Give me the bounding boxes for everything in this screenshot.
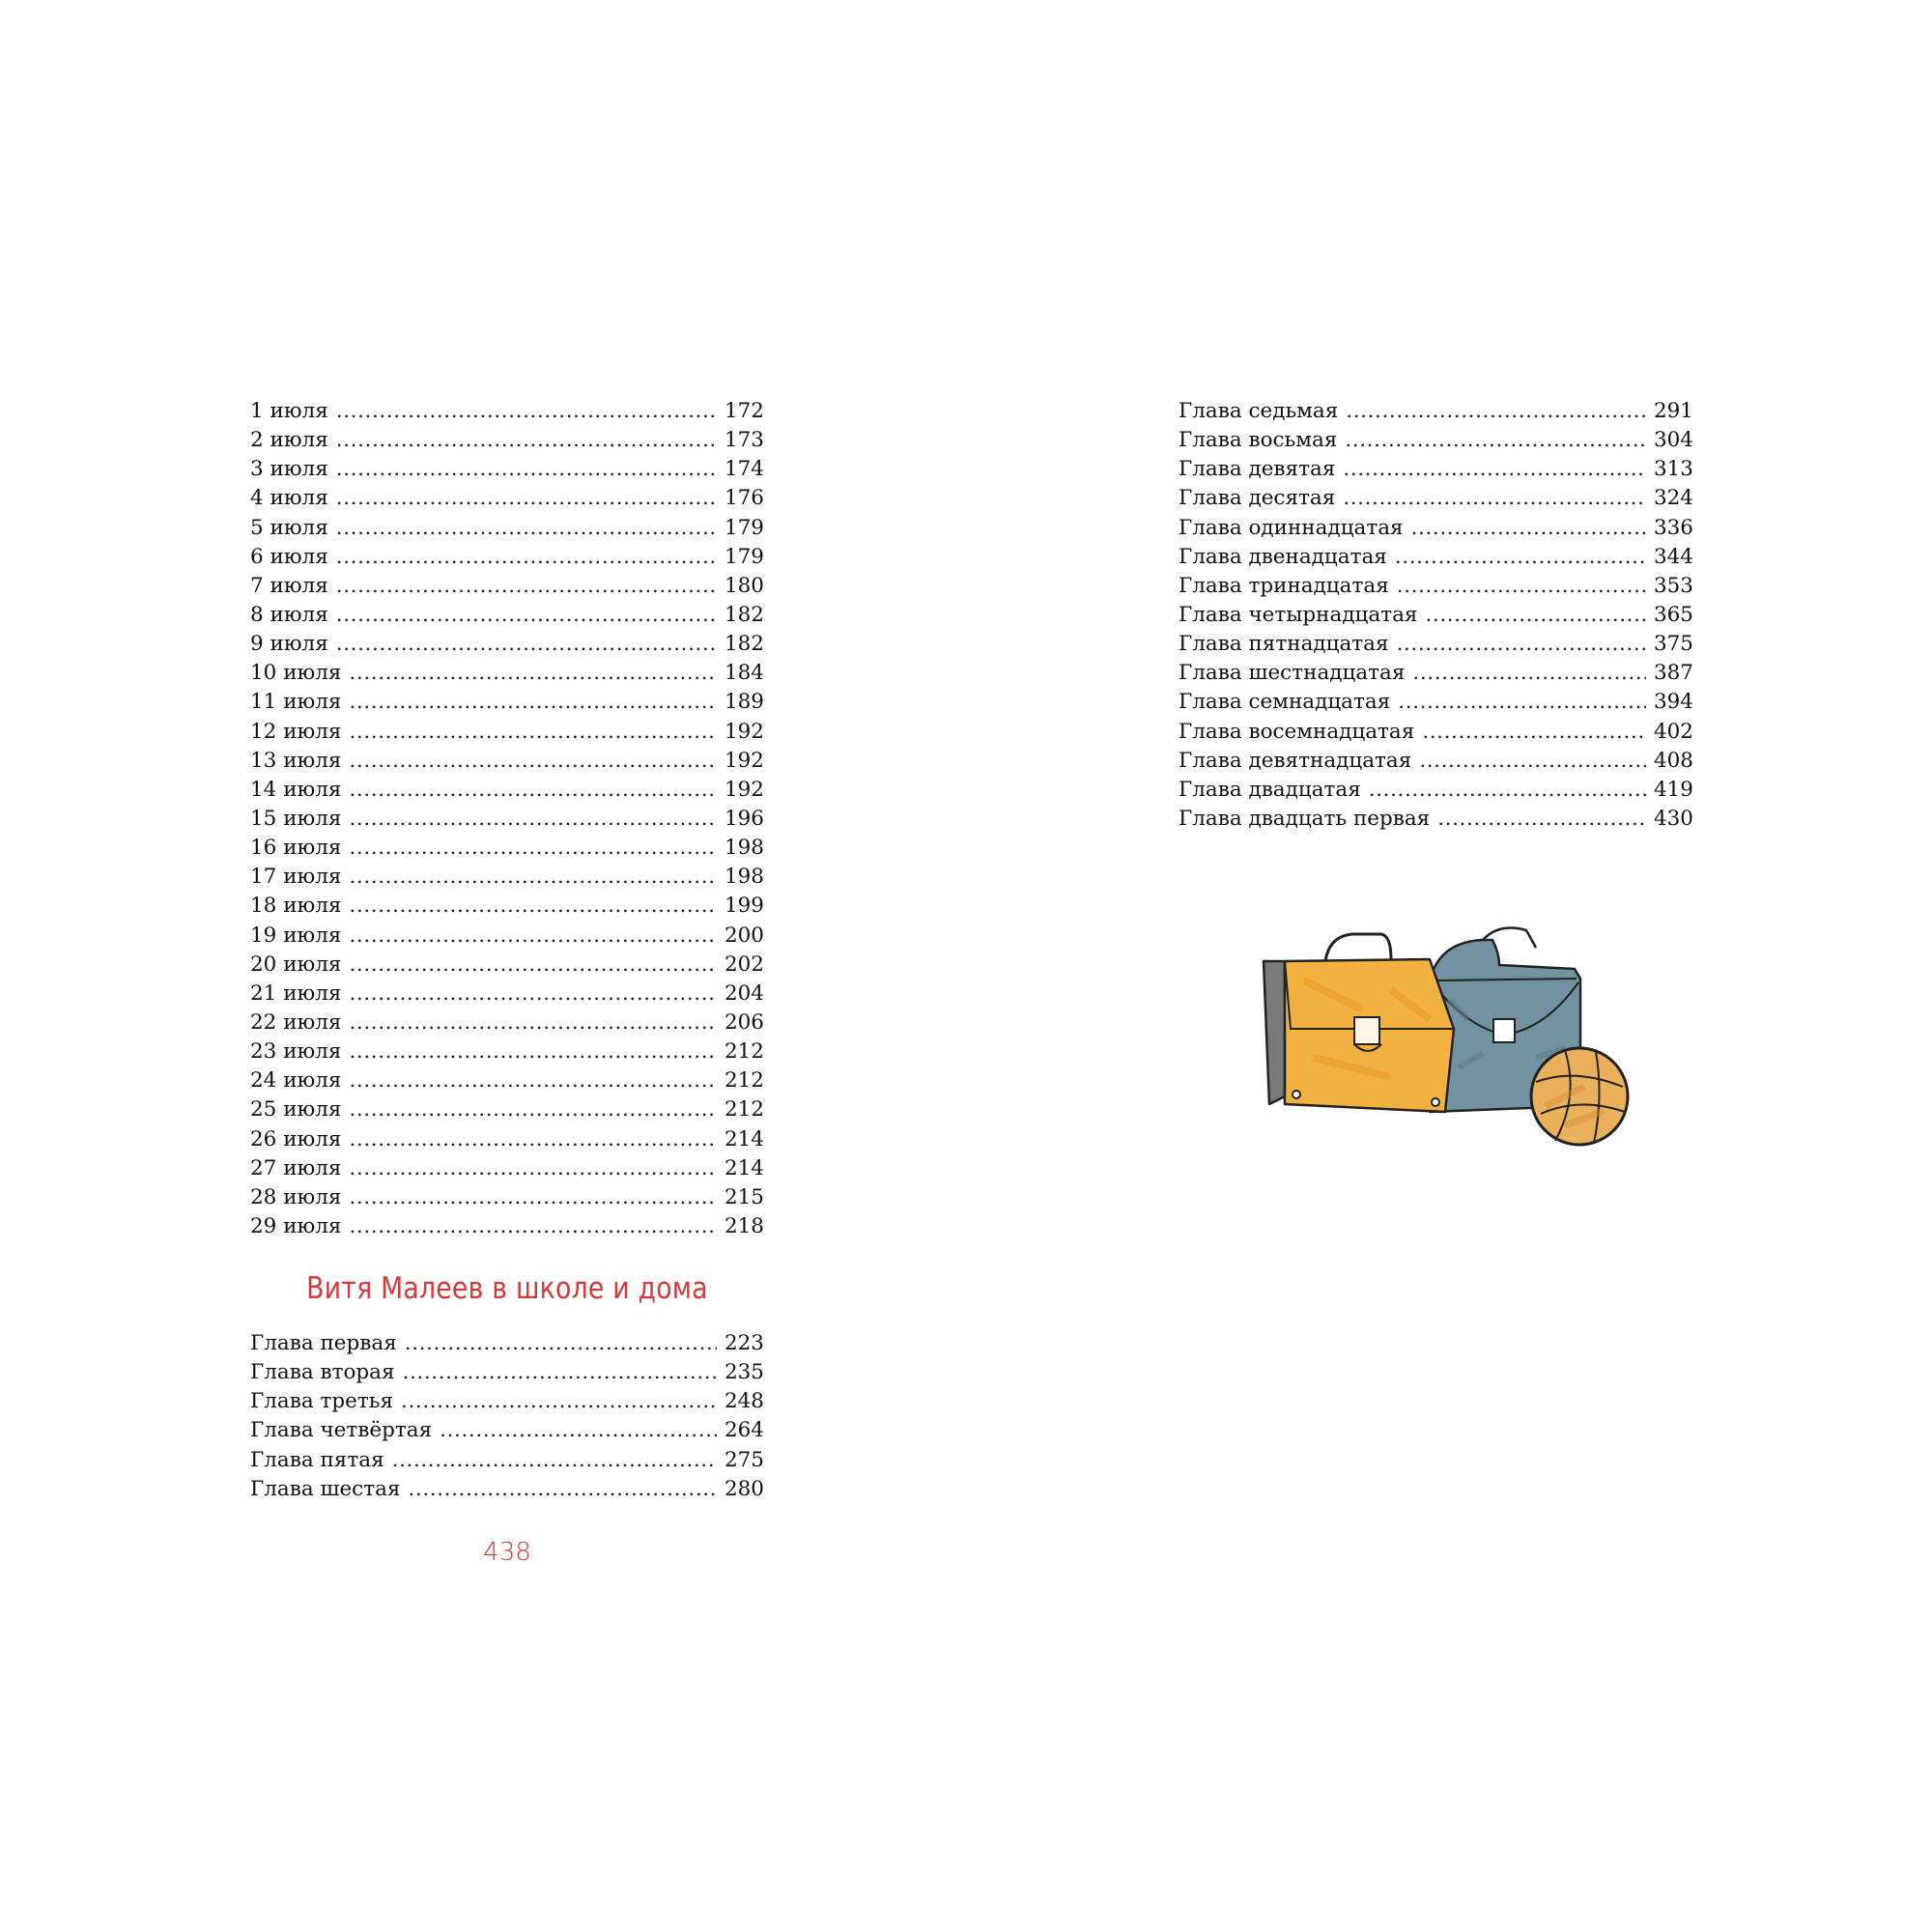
toc-dot-leader [1419, 747, 1646, 776]
toc-entry-page: 179 [724, 544, 764, 569]
toc-row-chapter [250, 1416, 764, 1445]
toc-row-chapter [1179, 572, 1693, 601]
toc-entry-page: 248 [724, 1389, 764, 1414]
toc-entry-page: 180 [724, 573, 764, 598]
toc-entry-title: 3 июля [250, 457, 328, 482]
page-number: 438 [483, 1538, 531, 1567]
toc-entry-page: 304 [1653, 428, 1693, 453]
toc-dot-leader [440, 1416, 717, 1445]
toc-entry-page: 365 [1653, 602, 1693, 627]
toc-entry-title: Глава четырнадцатая [1179, 602, 1418, 627]
toc-dot-leader [1345, 426, 1646, 455]
toc-list-chapters-part-2 [1179, 397, 1693, 834]
toc-entry-title: Глава восемнадцатая [1179, 719, 1415, 744]
toc-entry-title: Глава пятая [250, 1447, 384, 1472]
toc-row-date [250, 426, 764, 455]
toc-entry-title: 11 июля [250, 690, 342, 715]
toc-dot-leader [349, 951, 716, 980]
toc-entry-page: 176 [724, 486, 764, 511]
toc-row-date [250, 863, 764, 892]
toc-row-chapter [1179, 718, 1693, 747]
toc-row-chapter [1179, 776, 1693, 805]
toc-entry-title: Глава вторая [250, 1360, 395, 1385]
toc-entry-page: 192 [724, 719, 764, 744]
toc-entry-page: 172 [724, 399, 764, 423]
toc-row-date [250, 1154, 764, 1183]
toc-entry-page: 212 [724, 1039, 764, 1065]
ball-icon [1531, 1048, 1628, 1145]
toc-dot-leader [336, 426, 717, 455]
toc-entry-title: 13 июля [250, 748, 342, 773]
toc-row-date [250, 1125, 764, 1154]
toc-row-chapter [1179, 630, 1693, 659]
toc-entry-page: 206 [724, 1009, 764, 1035]
toc-dot-leader [349, 980, 716, 1009]
toc-dot-leader [336, 601, 717, 630]
toc-entry-page: 264 [724, 1418, 764, 1443]
toc-dot-leader [1425, 601, 1645, 630]
toc-entry-title: Глава шестнадцатая [1179, 661, 1406, 686]
toc-dot-leader [349, 1009, 716, 1037]
toc-entry-page: 202 [724, 952, 764, 977]
toc-list-diary-dates [250, 397, 764, 1241]
toc-row-date [250, 484, 764, 513]
toc-entry-title: 14 июля [250, 777, 342, 802]
toc-row-chapter [1179, 426, 1693, 455]
toc-entry-page: 353 [1653, 573, 1693, 598]
toc-dot-leader [392, 1446, 717, 1475]
toc-row-date [250, 805, 764, 834]
toc-row-date [250, 572, 764, 601]
toc-entry-title: 15 июля [250, 806, 342, 831]
toc-row-date [250, 834, 764, 863]
toc-row-chapter [1179, 659, 1693, 688]
toc-entry-title: 9 июля [250, 632, 328, 657]
toc-row-date [250, 1183, 764, 1212]
toc-row-chapter [250, 1329, 764, 1358]
toc-dot-leader [349, 718, 716, 747]
toc-entry-title: 6 июля [250, 544, 328, 569]
toc-row-date [250, 980, 764, 1009]
toc-entry-title: Глава двадцатая [1179, 777, 1361, 802]
toc-entry-title: 22 июля [250, 1009, 342, 1035]
toc-entry-title: Глава пятнадцатая [1179, 632, 1389, 657]
toc-dot-leader [349, 834, 716, 863]
toc-entry-page: 198 [724, 865, 764, 890]
toc-dot-leader [1411, 514, 1646, 543]
toc-entry-title: 5 июля [250, 515, 328, 540]
toc-entry-page: 189 [724, 690, 764, 715]
toc-dot-leader [1395, 543, 1646, 572]
toc-dot-leader [1422, 718, 1646, 747]
toc-row-chapter [1179, 514, 1693, 543]
toc-row-chapter [250, 1387, 764, 1416]
toc-row-date [250, 514, 764, 543]
toc-dot-leader [1343, 455, 1646, 484]
toc-dot-leader [336, 484, 717, 513]
toc-entry-title: 8 июля [250, 602, 328, 627]
toc-dot-leader [403, 1358, 717, 1387]
toc-dot-leader [336, 455, 717, 484]
toc-row-date [250, 688, 764, 717]
toc-list-chapters-part-1 [250, 1329, 764, 1504]
toc-entry-page: 430 [1653, 806, 1693, 831]
toc-entry-page: 204 [724, 980, 764, 1006]
toc-entry-title: 12 июля [250, 719, 342, 744]
toc-row-date [250, 659, 764, 688]
toc-entry-page: 275 [724, 1447, 764, 1472]
toc-entry-title: Глава седьмая [1179, 399, 1339, 423]
toc-row-chapter [1179, 601, 1693, 630]
toc-entry-page: 218 [724, 1213, 764, 1238]
toc-row-date [250, 951, 764, 980]
toc-entry-title: Глава первая [250, 1331, 397, 1355]
toc-entry-page: 184 [724, 661, 764, 686]
toc-row-chapter [1179, 397, 1693, 426]
toc-entry-title: Глава третья [250, 1389, 394, 1414]
toc-entry-title: 18 июля [250, 894, 342, 919]
toc-entry-page: 192 [724, 777, 764, 802]
toc-row-date [250, 718, 764, 747]
toc-entry-page: 182 [724, 632, 764, 657]
toc-entry-page: 215 [724, 1184, 764, 1209]
toc-entry-title: 1 июля [250, 399, 328, 423]
toc-row-date [250, 1066, 764, 1095]
toc-entry-title: 29 июля [250, 1213, 342, 1238]
toc-entry-title: 2 июля [250, 428, 328, 453]
toc-row-chapter [1179, 484, 1693, 513]
toc-dot-leader [349, 776, 716, 805]
toc-dot-leader [349, 805, 716, 834]
toc-dot-leader [336, 543, 717, 572]
toc-entry-title: Глава девятая [1179, 457, 1336, 482]
toc-entry-title: 26 июля [250, 1126, 342, 1151]
toc-row-date [250, 630, 764, 659]
toc-entry-title: Глава четвёртая [250, 1418, 433, 1443]
toc-row-chapter [1179, 455, 1693, 484]
toc-entry-title: Глава семнадцатая [1179, 690, 1391, 715]
toc-row-chapter [1179, 543, 1693, 572]
toc-row-date [250, 397, 764, 426]
toc-entry-title: 10 июля [250, 661, 342, 686]
toc-row-date [250, 776, 764, 805]
toc-dot-leader [349, 922, 716, 951]
toc-dot-leader [1397, 630, 1646, 659]
toc-dot-leader [336, 514, 717, 543]
toc-dot-leader [349, 1066, 716, 1095]
toc-entry-title: 27 июля [250, 1155, 342, 1180]
toc-entry-page: 199 [724, 894, 764, 919]
toc-entry-page: 173 [724, 428, 764, 453]
orange-briefcase [1264, 934, 1454, 1112]
toc-entry-title: Глава девятнадцатая [1179, 748, 1412, 773]
toc-dot-leader [1397, 572, 1646, 601]
toc-row-date [250, 747, 764, 776]
toc-entry-page: 214 [724, 1126, 764, 1151]
toc-dot-leader [405, 1329, 717, 1358]
toc-entry-page: 408 [1653, 748, 1693, 773]
toc-entry-title: 20 июля [250, 952, 342, 977]
toc-row-date [250, 922, 764, 951]
toc-row-date [250, 543, 764, 572]
toc-row-date [250, 455, 764, 484]
toc-row-date [250, 1095, 764, 1124]
toc-entry-page: 313 [1653, 457, 1693, 482]
toc-row-chapter [1179, 747, 1693, 776]
toc-entry-page: 402 [1653, 719, 1693, 744]
toc-dot-leader [349, 688, 716, 717]
toc-dot-leader [349, 1212, 716, 1241]
toc-entry-title: Глава восьмая [1179, 428, 1338, 453]
toc-entry-page: 196 [724, 806, 764, 831]
toc-row-date [250, 892, 764, 921]
toc-dot-leader [349, 659, 716, 688]
toc-entry-page: 394 [1653, 690, 1693, 715]
toc-entry-page: 212 [724, 1068, 764, 1094]
toc-dot-leader [349, 1125, 716, 1154]
toc-entry-title: Глава шестая [250, 1476, 401, 1501]
toc-entry-page: 375 [1653, 632, 1693, 657]
toc-dot-leader [349, 1154, 716, 1183]
toc-entry-page: 387 [1653, 661, 1693, 686]
toc-dot-leader [401, 1387, 717, 1416]
toc-row-date [250, 601, 764, 630]
toc-entry-title: 17 июля [250, 865, 342, 890]
toc-row-chapter [250, 1446, 764, 1475]
toc-entry-title: 19 июля [250, 923, 342, 948]
toc-entry-page: 336 [1653, 515, 1693, 540]
toc-entry-title: Глава одиннадцатая [1179, 515, 1404, 540]
toc-entry-title: Глава двадцать первая [1179, 806, 1431, 831]
toc-entry-title: 7 июля [250, 573, 328, 598]
section-title: Витя Малеев в школе и дома [306, 1271, 708, 1306]
briefcases-and-ball-illustration [1246, 923, 1662, 1154]
toc-dot-leader [349, 863, 716, 892]
toc-dot-leader [1398, 688, 1646, 717]
toc-entry-title: 4 июля [250, 486, 328, 511]
toc-dot-leader [336, 630, 717, 659]
toc-entry-title: 25 июля [250, 1097, 342, 1122]
toc-dot-leader [349, 1095, 716, 1124]
toc-dot-leader [1369, 776, 1646, 805]
toc-entry-page: 179 [724, 515, 764, 540]
toc-dot-leader [349, 1183, 716, 1212]
toc-entry-page: 344 [1653, 544, 1693, 569]
toc-entry-page: 419 [1653, 777, 1693, 802]
toc-row-date [250, 1009, 764, 1037]
toc-entry-page: 198 [724, 836, 764, 861]
toc-entry-title: Глава тринадцатая [1179, 573, 1389, 598]
toc-entry-title: Глава десятая [1179, 486, 1336, 511]
toc-dot-leader [349, 892, 716, 921]
toc-entry-page: 212 [724, 1097, 764, 1122]
toc-dot-leader [409, 1475, 717, 1504]
toc-row-chapter [1179, 688, 1693, 717]
toc-dot-leader [336, 397, 717, 426]
toc-row-chapter [1179, 805, 1693, 834]
toc-entry-title: 28 июля [250, 1184, 342, 1209]
toc-entry-title: 21 июля [250, 980, 342, 1006]
toc-dot-leader [349, 747, 716, 776]
toc-entry-page: 192 [724, 748, 764, 773]
toc-row-chapter [250, 1358, 764, 1387]
toc-entry-page: 291 [1653, 399, 1693, 423]
toc-entry-page: 182 [724, 602, 764, 627]
toc-entry-page: 324 [1653, 486, 1693, 511]
toc-entry-page: 235 [724, 1360, 764, 1385]
toc-entry-title: 16 июля [250, 836, 342, 861]
toc-entry-title: 24 июля [250, 1068, 342, 1094]
toc-row-date [250, 1037, 764, 1066]
toc-entry-page: 223 [724, 1331, 764, 1355]
toc-row-chapter [250, 1475, 764, 1504]
toc-dot-leader [1412, 659, 1646, 688]
toc-row-date [250, 1212, 764, 1241]
toc-dot-leader [336, 572, 717, 601]
toc-entry-page: 280 [724, 1476, 764, 1501]
toc-dot-leader [349, 1037, 716, 1066]
toc-entry-page: 174 [724, 457, 764, 482]
toc-entry-page: 214 [724, 1155, 764, 1180]
toc-dot-leader [1343, 484, 1646, 513]
toc-dot-leader [1437, 805, 1646, 834]
toc-dot-leader [1346, 397, 1646, 426]
toc-entry-title: Глава двенадцатая [1179, 544, 1387, 569]
toc-entry-title: 23 июля [250, 1039, 342, 1065]
toc-entry-page: 200 [724, 923, 764, 948]
